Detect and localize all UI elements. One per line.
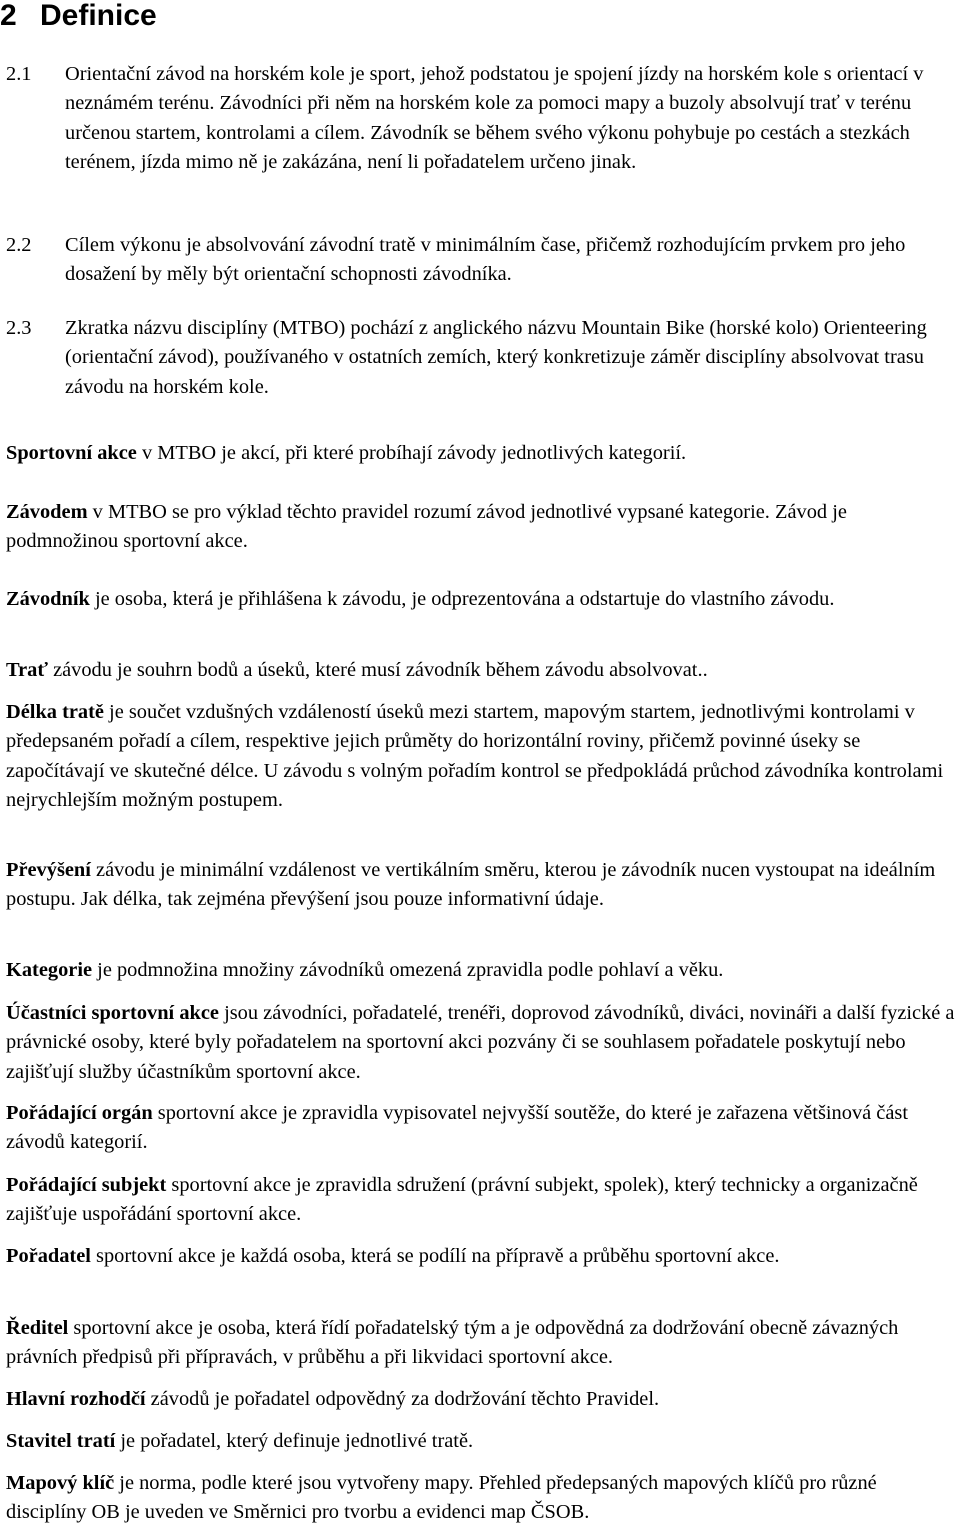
definition-text: je podmnožina množiny závodníků omezená zpravidla podle pohlaví a věku.: [92, 959, 724, 981]
definition-term: Hlavní rozhodčí: [6, 1388, 146, 1410]
definition-term: Kategorie: [6, 959, 93, 981]
definition-mapovy-klic: [6, 1469, 958, 1528]
definition-text: sportovní akce je zpravidla vypisovatel nejvyšší soutěže, do které je zařazena většinová část závodů kategorií.: [6, 1102, 908, 1154]
clause-text: Cílem výkonu je absolvování závodní tratě v minimálním čase, přičemž rozhodujícím prvkem pro jeho dosažení by měly být orientační schopnosti závodníka.: [65, 234, 906, 286]
definition-zavod: [6, 498, 958, 557]
definition-poradatel: [6, 1242, 958, 1271]
definition-zavodnik: [6, 585, 958, 614]
definition-stavitel-trati: [6, 1427, 958, 1456]
definition-delka-trate: [6, 698, 958, 816]
clause-number: 2.3: [6, 317, 32, 339]
definition-trat: [6, 656, 958, 685]
definition-text: sportovní akce je osoba, která řídí pořadatelský tým a je odpovědná za dodržování obecně závazných právních předpisů při přípravách, v průběhu a při likvidaci sportovní akce.: [6, 1317, 899, 1369]
definition-text: sportovní akce je zpravidla sdružení (právní subjekt, spolek), který technicky a organizačně zajišťuje uspořádání sportovní akce.: [6, 1174, 918, 1226]
definition-prevyseni: [6, 856, 958, 915]
definition-text: závodu je minimální vzdálenost ve vertikálním směru, kterou je závodník nucen vystoupat na ideálním postupu. Jak délka, tak zejména převýšení jsou pouze informativní údaje.: [6, 859, 936, 911]
clause-2-1: [6, 60, 956, 178]
definition-term: Ředitel: [6, 1317, 69, 1339]
definition-term: Pořádající orgán: [6, 1102, 153, 1124]
definition-text: závodů je pořadatel odpovědný za dodržování těchto Pravidel.: [145, 1388, 660, 1410]
definition-term: Pořádající subjekt: [6, 1174, 167, 1196]
definition-term: Závodník: [6, 588, 90, 610]
definition-term: Závodem: [6, 501, 88, 523]
section-number: 2: [0, 0, 17, 32]
definition-term: Délka tratě: [6, 701, 104, 723]
definition-text: jsou závodníci, pořadatelé, trenéři, doprovod závodníků, diváci, novináři a další fyzické a právnické osoby, které byly pořadatelem na sportovní akci pozvány či se souhlasem pořadatele poskytují nebo zajišťují služby účastníkům sportovní akce.: [6, 1002, 955, 1083]
clause-2-2: [6, 231, 956, 290]
definition-term: Trať: [6, 659, 48, 681]
definition-ucastnici: [6, 999, 958, 1087]
definition-term: Sportovní akce: [6, 442, 137, 464]
clause-number: 2.2: [6, 234, 32, 256]
clause-text: Zkratka názvu disciplíny (MTBO) pochází z anglického názvu Mountain Bike (horské kolo) Orienteering (orientační závod), používaného v ostatních zemích, který konkretizuje záměr disciplíny absolvovat trasu závodu na horském kole.: [65, 317, 927, 398]
definition-text: v MTBO se pro výklad těchto pravidel rozumí závod jednotlivé vypsané kategorie. Závod je podmnožinou sportovní akce.: [6, 501, 847, 553]
definition-text: je norma, podle které jsou vytvořeny mapy. Přehled předepsaných mapových klíčů pro různé disciplíny OB je uveden ve Směrnici pro tvorbu a evidenci map ČSOB.: [6, 1472, 877, 1524]
definition-term: Mapový klíč: [6, 1472, 115, 1494]
definition-text: v MTBO je akcí, při které probíhají závody jednotlivých kategorií.: [136, 442, 687, 464]
definition-text: sportovní akce je každá osoba, která se podílí na přípravě a průběhu sportovní akce.: [90, 1245, 780, 1267]
section-heading: [0, 0, 157, 36]
clause-number: 2.1: [6, 63, 32, 85]
clause-2-3: [6, 314, 956, 402]
definition-sportovni-akce: [6, 439, 958, 468]
definition-reditel: [6, 1314, 958, 1373]
definition-text: je pořadatel, který definuje jednotlivé tratě.: [115, 1430, 474, 1452]
definition-term: Převýšení: [6, 859, 91, 881]
definition-term: Stavitel tratí: [6, 1430, 116, 1452]
definition-term: Pořadatel: [6, 1245, 91, 1267]
clause-text: Orientační závod na horském kole je sport, jehož podstatou je spojení jízdy na horském kole s orientací v neznámém terénu. Závodníci při něm na horském kole za pomoci mapy a buzoly absolvují trať v terénu určenou startem, kontrolami a cílem. Závodník se během svého výkonu pohybuje po cestách a stezkách terénem, jízda mimo ně je zakázána, není li pořadatelem určeno jinak.: [65, 63, 924, 174]
definition-text: je osoba, která je přihlášena k závodu, je odprezentována a odstartuje do vlastního závodu.: [89, 588, 835, 610]
definition-kategorie: [6, 956, 958, 985]
definition-text: závodu je souhrn bodů a úseků, které musí závodník během závodu absolvovat..: [47, 659, 708, 681]
definition-poradajici-subjekt: [6, 1171, 958, 1230]
definition-poradajici-organ: [6, 1099, 958, 1158]
definition-term: Účastníci sportovní akce: [6, 1002, 219, 1024]
section-title: Definice: [40, 0, 157, 32]
definition-text: je součet vzdušných vzdáleností úseků mezi startem, mapovým startem, jednotlivými kontrolami v předepsaném pořadí a cílem, respektive jejich průměty do horizontální roviny, přičemž povinné úseky se započítávají ve skutečné délce. U závodu s volným pořadím kontrol se předpokládá průchod závodníka kontrolami nejrychlejším možným postupem.: [6, 701, 944, 812]
definition-hlavni-rozhodci: [6, 1385, 958, 1414]
